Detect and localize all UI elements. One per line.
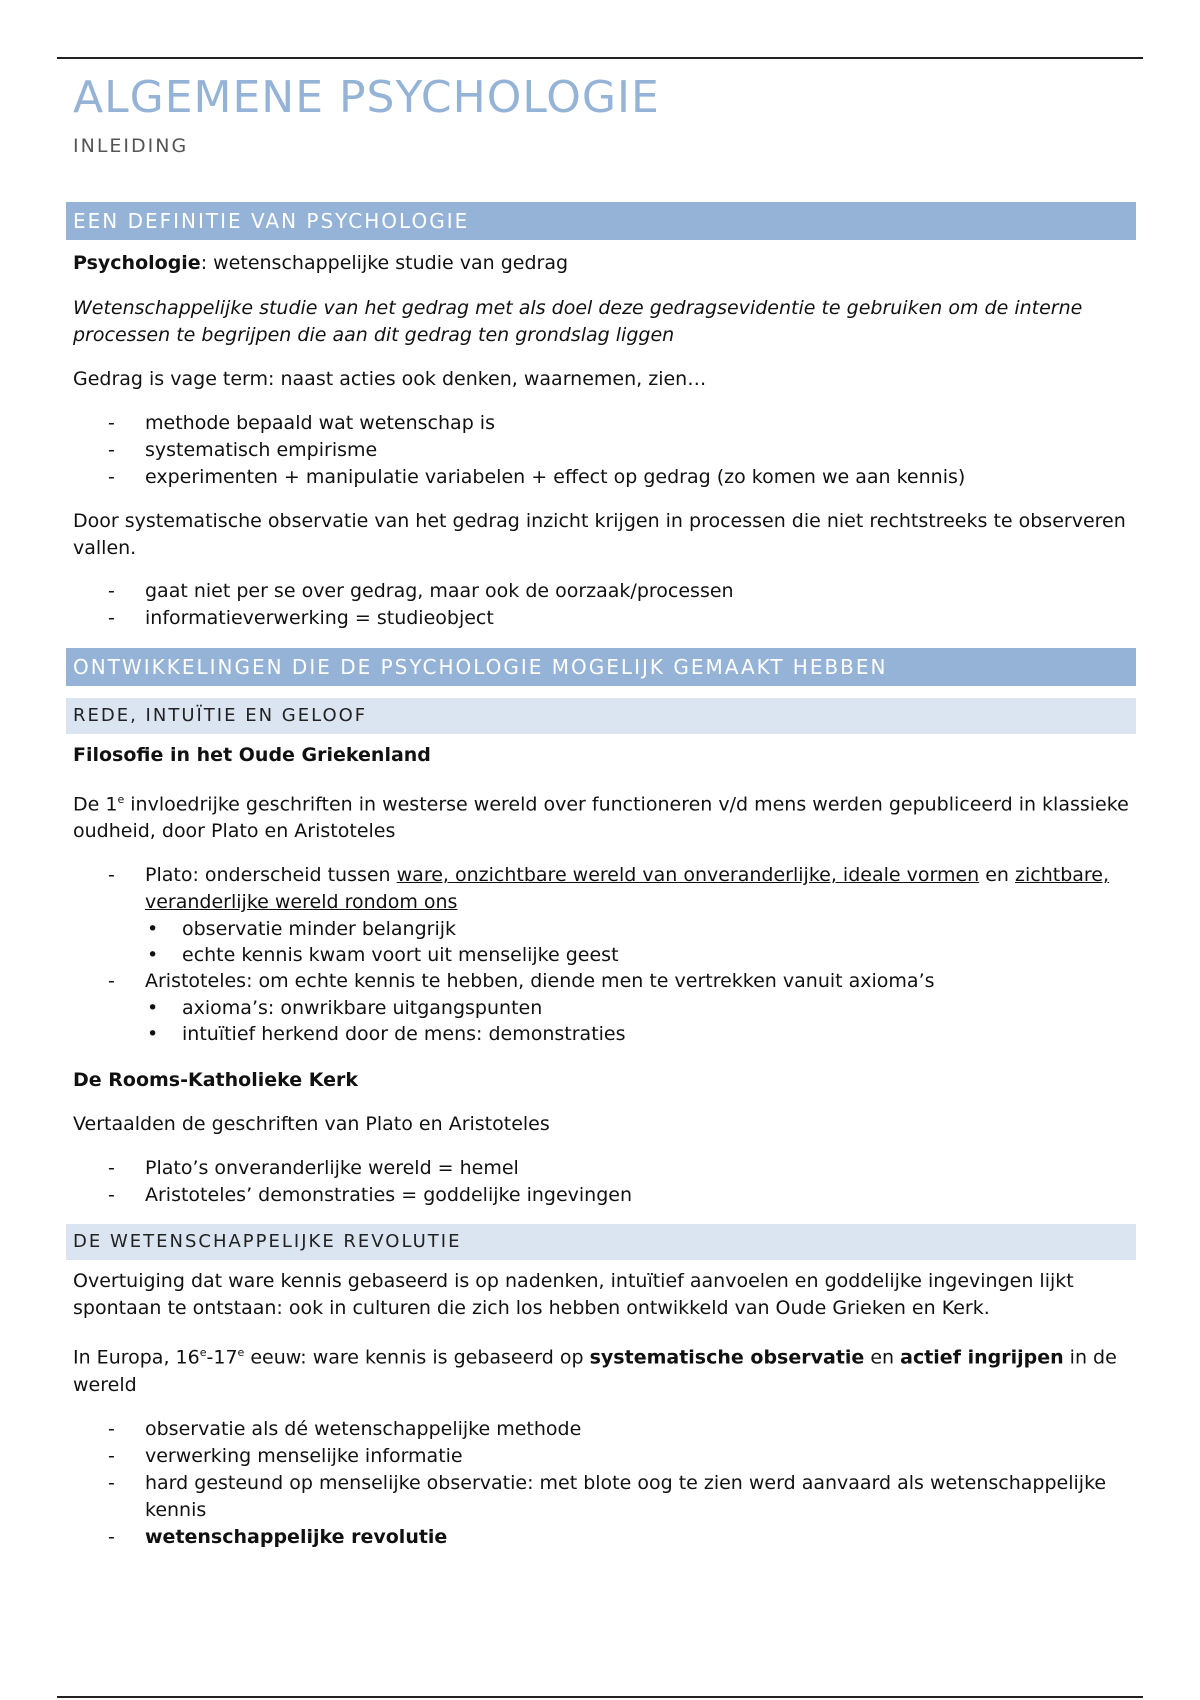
list-item: - systematisch empirisme [108, 439, 378, 461]
list-oorzaak [73, 578, 1133, 632]
document-subtitle: INLEIDING [73, 135, 189, 157]
top-rule [57, 57, 1143, 59]
definition-term: Psychologie [73, 252, 201, 274]
list-item: - Aristoteles’ demonstraties = goddelijke ingevingen [108, 1184, 633, 1207]
list-item: - methode bepaald wat wetenschap is [108, 412, 495, 434]
paragraph-overtuiging: Overtuiging dat ware kennis gebaseerd is op nadenken, intuïtief aanvoelen en goddelijke ingevingen lijkt spontaan te ontstaan: ook in culturen die zich los hebben ontwikkeld van Oude Grieken en Kerk. [73, 1270, 1074, 1320]
sub-list-item: • axioma’s: onwrikbare uitgangspunten [147, 997, 543, 1020]
paragraph-europa: In Europa, 16e-17e eeuw: ware kennis is gebaseerd op systematische observatie en actief ingrijpen in de wereld [73, 1346, 1117, 1396]
list-item: - Plato’s onveranderlijke wereld = hemel [108, 1157, 519, 1180]
bottom-rule [57, 1696, 1143, 1698]
list-item: - hard gesteund op menselijke observatie: met blote oog te zien werd aanvaard als wetenschappelijke kennis [108, 1471, 1107, 1521]
paragraph-title-kerk: De Rooms-Katholieke Kerk [73, 1069, 359, 1092]
paragraph-griekenland: De 1e invloedrijke geschriften in westerse wereld over functioneren v/d mens werden gepubliceerd in klassieke oudheid, door Plato en Aristoteles [73, 793, 1129, 843]
list-item: - verwerking menselijke informatie [108, 1444, 463, 1467]
list-methode [73, 410, 1133, 491]
section-heading-ontwikkelingen: ONTWIKKELINGEN DIE DE PSYCHOLOGIE MOGELIJK GEMAAKT HEBBEN [66, 648, 1136, 686]
sub-list-item: • intuïtief herkend door de mens: demonstraties [147, 1023, 626, 1046]
list-item-aristoteles: - Aristoteles: om echte kennis te hebben, diende men te vertrekken vanuit axioma’s [108, 970, 935, 993]
list-plato-aristoteles [73, 862, 1133, 1047]
paragraph-gedrag: Gedrag is vage term: naast acties ook denken, waarnemen, zien… [73, 368, 707, 390]
definition-paragraph [73, 250, 1133, 277]
document-page [73, 72, 1133, 1551]
list-item: - informatieverwerking = studieobject [108, 607, 494, 629]
section-heading-definitie: EEN DEFINITIE VAN PSYCHOLOGIE [66, 202, 1136, 240]
subsection-heading-revolutie: DE WETENSCHAPPELIJKE REVOLUTIE [66, 1224, 1136, 1260]
list-revolutie [73, 1416, 1133, 1551]
list-item: - experimenten + manipulatie variabelen + effect op gedrag (zo komen we aan kennis) [108, 466, 966, 488]
list-kerk [73, 1155, 1133, 1209]
document-title: ALGEMENE PSYCHOLOGIE [73, 72, 660, 123]
list-item: - wetenschappelijke revolutie [108, 1525, 448, 1548]
paragraph-door: Door systematische observatie van het gedrag inzicht krijgen in processen die niet rechtstreeks te observeren vallen. [73, 510, 1126, 559]
list-item-plato: - Plato: onderscheid tussen ware, onzichtbare wereld van onveranderlijke, ideale vormen en zichtbare, veranderlijke wereld rondom ons [108, 864, 1110, 914]
paragraph-kerk: Vertaalden de geschriften van Plato en Aristoteles [73, 1113, 550, 1136]
sub-list-item: • observatie minder belangrijk [147, 918, 457, 941]
paragraph-title-griekenland: Filosofie in het Oude Griekenland [73, 744, 431, 766]
subsection-heading-rede: REDE, INTUÏTIE EN GELOOF [66, 698, 1136, 734]
list-item: - gaat niet per se over gedrag, maar ook de oorzaak/processen [108, 580, 734, 602]
italic-paragraph: Wetenschappelijke studie van het gedrag met als doel deze gedragsevidentie te gebruiken om de interne processen te begrijpen die aan dit gedrag ten grondslag liggen [73, 297, 1083, 346]
definition-text: : wetenschappelijke studie van gedrag [200, 252, 569, 274]
list-item: - observatie als dé wetenschappelijke methode [108, 1417, 582, 1440]
sub-list-item: • echte kennis kwam voort uit menselijke geest [147, 944, 619, 967]
